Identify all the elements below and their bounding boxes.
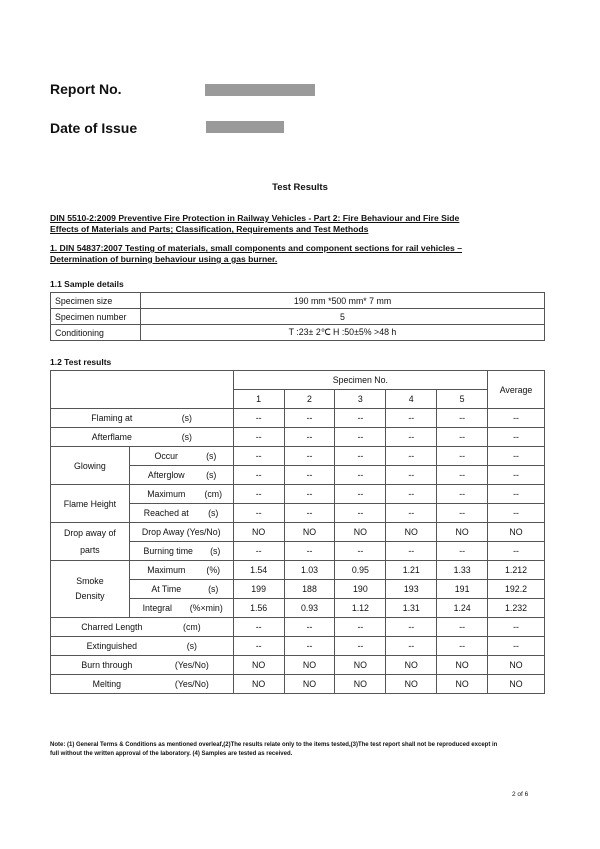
- header-blank: [51, 371, 234, 409]
- table-row: [51, 293, 545, 309]
- cell: NO: [386, 675, 437, 694]
- sample-label: Conditioning: [51, 325, 141, 341]
- cell: NO: [233, 523, 284, 542]
- cell: --: [437, 504, 488, 523]
- cell: --: [386, 466, 437, 485]
- cell: --: [233, 504, 284, 523]
- sample-value: T :23± 2℃ H :50±5% >48 h: [141, 325, 545, 341]
- specimen-number: 4: [386, 390, 437, 409]
- cell: 1.33: [437, 561, 488, 580]
- cell-average: 192.2: [488, 580, 545, 599]
- cell: 1.24: [437, 599, 488, 618]
- standard-title-line2: Effects of Materials and Parts; Classification, Requirements and Test Methods: [50, 224, 369, 234]
- cell: --: [233, 485, 284, 504]
- cell: --: [386, 447, 437, 466]
- cell: --: [284, 485, 335, 504]
- sample-value: 5: [141, 309, 545, 325]
- cell: --: [386, 504, 437, 523]
- table-header-row: [51, 371, 545, 390]
- cell: --: [386, 409, 437, 428]
- sub-label-maximum: [129, 561, 233, 580]
- cell: 1.21: [386, 561, 437, 580]
- cell: --: [335, 542, 386, 561]
- cell: --: [437, 637, 488, 656]
- cell: 191: [437, 580, 488, 599]
- cell: --: [335, 409, 386, 428]
- cell: NO: [437, 675, 488, 694]
- cell-average: --: [488, 542, 545, 561]
- cell: --: [335, 618, 386, 637]
- page-number: 2 of 6: [512, 791, 529, 798]
- cell: --: [386, 542, 437, 561]
- cell: NO: [284, 656, 335, 675]
- row-unit: (s): [181, 432, 192, 442]
- cell-average: --: [488, 618, 545, 637]
- row-unit: (s): [186, 641, 197, 651]
- table-row: [51, 325, 545, 341]
- row-unit: (%): [206, 565, 221, 575]
- table-row: [51, 523, 545, 542]
- test-results-heading: 1.2 Test results: [50, 357, 112, 367]
- row-unit: (cm): [204, 489, 223, 499]
- table-row: [51, 675, 545, 694]
- footer-note-line2: full without the written approval of the laboratory. (4) Samples are tested as received.: [50, 751, 293, 757]
- cell: --: [437, 466, 488, 485]
- sample-label: Specimen number: [51, 309, 141, 325]
- table-row: [51, 637, 545, 656]
- table-row: [51, 485, 545, 504]
- cell: NO: [335, 523, 386, 542]
- group-label-line2: Density: [75, 591, 105, 601]
- cell: --: [233, 466, 284, 485]
- cell: NO: [233, 656, 284, 675]
- table-row: [51, 428, 545, 447]
- sub-label-occur: [129, 447, 233, 466]
- table-row: [51, 409, 545, 428]
- cell: --: [233, 542, 284, 561]
- cell: --: [335, 428, 386, 447]
- row-unit: (s): [206, 470, 217, 480]
- date-of-issue-redacted: [206, 121, 284, 133]
- footer-note-line1: Note: (1) General Terms & Conditions as mentioned overleaf,(2)The results relate only to the items tested,(3)The test report shall not be reproduced except in: [50, 742, 498, 748]
- cell: --: [386, 637, 437, 656]
- cell-average: NO: [488, 675, 545, 694]
- group-label-drop-away: [51, 523, 130, 561]
- sub-label-drop-away: Drop Away (Yes/No): [129, 523, 233, 542]
- standard-sub-line2: Determination of burning behaviour using a gas burner.: [50, 254, 278, 264]
- cell: NO: [335, 656, 386, 675]
- cell: --: [335, 504, 386, 523]
- specimen-number: 2: [284, 390, 335, 409]
- row-name: Afterglow: [147, 470, 185, 480]
- group-label-glowing: Glowing: [51, 447, 130, 485]
- cell: 1.12: [335, 599, 386, 618]
- row-unit: (%×min): [189, 603, 223, 613]
- cell: --: [233, 428, 284, 447]
- standard-sub-line1: 1. DIN 54837:2007 Testing of materials, small components and component sections for rail vehicles –: [50, 243, 463, 253]
- row-label-extinguished: [51, 637, 234, 656]
- row-name: Extinguished: [86, 641, 138, 651]
- sub-label-integral: [129, 599, 233, 618]
- table-row: [51, 309, 545, 325]
- cell: 199: [233, 580, 284, 599]
- sub-label-at-time: [129, 580, 233, 599]
- sub-label-burning-time: [129, 542, 233, 561]
- specimen-number: 1: [233, 390, 284, 409]
- row-name: Burning time: [143, 546, 193, 556]
- cell: --: [335, 447, 386, 466]
- cell-average: --: [488, 409, 545, 428]
- row-name: Maximum: [147, 565, 186, 575]
- row-name: Burn through: [81, 660, 133, 670]
- cell: --: [284, 637, 335, 656]
- sub-label-maximum: [129, 485, 233, 504]
- cell: --: [233, 618, 284, 637]
- row-unit: (Yes/No): [174, 660, 209, 670]
- specimen-header: Specimen No.: [233, 371, 487, 390]
- table-row: [51, 656, 545, 675]
- cell-average: NO: [488, 656, 545, 675]
- cell: 1.31: [386, 599, 437, 618]
- cell: --: [284, 428, 335, 447]
- row-name: Afterflame: [91, 432, 132, 442]
- cell: --: [284, 466, 335, 485]
- cell: 193: [386, 580, 437, 599]
- cell: 188: [284, 580, 335, 599]
- row-label-flaming-at: [51, 409, 234, 428]
- group-label-smoke-density: [51, 561, 130, 618]
- cell: --: [284, 542, 335, 561]
- cell-average: 1.212: [488, 561, 545, 580]
- group-label-line1: Drop away of: [64, 527, 116, 538]
- cell: NO: [284, 675, 335, 694]
- date-of-issue-label: Date of Issue: [50, 120, 138, 136]
- row-unit: (s): [206, 451, 217, 461]
- cell: --: [233, 447, 284, 466]
- row-name: At Time: [151, 584, 182, 594]
- cell: 1.56: [233, 599, 284, 618]
- sample-details-table: [50, 292, 545, 341]
- sample-label: Specimen size: [51, 293, 141, 309]
- group-label-line2: parts: [80, 544, 100, 555]
- cell: --: [437, 428, 488, 447]
- cell: --: [284, 409, 335, 428]
- sub-label-reached-at: [129, 504, 233, 523]
- report-no-redacted: [205, 84, 315, 96]
- cell: --: [335, 466, 386, 485]
- cell: 0.93: [284, 599, 335, 618]
- row-name: Flaming at: [91, 413, 133, 423]
- cell: --: [437, 409, 488, 428]
- cell-average: --: [488, 485, 545, 504]
- cell: --: [386, 618, 437, 637]
- row-unit: (s): [208, 508, 219, 518]
- cell: NO: [386, 523, 437, 542]
- cell: NO: [437, 523, 488, 542]
- row-name: Charred Length: [81, 622, 143, 632]
- row-label-melting: [51, 675, 234, 694]
- table-row: [51, 447, 545, 466]
- cell: --: [437, 485, 488, 504]
- cell: --: [284, 618, 335, 637]
- sub-label-afterglow: [129, 466, 233, 485]
- cell-average: NO: [488, 523, 545, 542]
- row-unit: (cm): [183, 622, 201, 632]
- row-unit: (s): [210, 546, 221, 556]
- table-row: [51, 561, 545, 580]
- cell: --: [335, 485, 386, 504]
- cell: NO: [233, 675, 284, 694]
- cell: --: [437, 618, 488, 637]
- test-results-table: [50, 370, 545, 694]
- cell: 1.54: [233, 561, 284, 580]
- specimen-number: 3: [335, 390, 386, 409]
- row-name: Maximum: [147, 489, 186, 499]
- cell: 1.03: [284, 561, 335, 580]
- average-header: Average: [488, 371, 545, 409]
- table-row: [51, 618, 545, 637]
- group-label-flame-height: Flame Height: [51, 485, 130, 523]
- cell: --: [437, 447, 488, 466]
- standard-title-line1: DIN 5510-2:2009 Preventive Fire Protection in Railway Vehicles - Part 2: Fire Behaviour and Fire Side: [50, 213, 460, 223]
- row-name: Melting: [92, 679, 122, 689]
- row-label-burn-through: [51, 656, 234, 675]
- row-unit: (Yes/No): [174, 679, 209, 689]
- cell: --: [386, 428, 437, 447]
- cell-average: --: [488, 447, 545, 466]
- cell-average: --: [488, 428, 545, 447]
- cell: NO: [437, 656, 488, 675]
- row-unit: (s): [208, 584, 219, 594]
- cell: NO: [335, 675, 386, 694]
- cell: --: [233, 409, 284, 428]
- footer-note: [50, 741, 550, 759]
- cell: --: [284, 504, 335, 523]
- sample-value: 190 mm *500 mm* 7 mm: [141, 293, 545, 309]
- row-name: Integral: [142, 603, 172, 613]
- cell-average: --: [488, 466, 545, 485]
- sample-details-heading: 1.1 Sample details: [50, 279, 124, 289]
- cell: --: [233, 637, 284, 656]
- row-name: Occur: [154, 451, 178, 461]
- cell: 0.95: [335, 561, 386, 580]
- cell-average: --: [488, 504, 545, 523]
- group-label-line1: Smoke: [76, 576, 104, 586]
- page-title: Test Results: [272, 182, 328, 193]
- cell: 190: [335, 580, 386, 599]
- cell: --: [284, 447, 335, 466]
- row-name: Reached at: [143, 508, 189, 518]
- cell-average: --: [488, 637, 545, 656]
- cell: NO: [284, 523, 335, 542]
- specimen-number: 5: [437, 390, 488, 409]
- cell: NO: [386, 656, 437, 675]
- cell: --: [335, 637, 386, 656]
- report-no-label: Report No.: [50, 81, 122, 97]
- row-unit: (s): [181, 413, 192, 423]
- cell: --: [437, 542, 488, 561]
- cell-average: 1.232: [488, 599, 545, 618]
- row-label-charred-length: [51, 618, 234, 637]
- cell: --: [386, 485, 437, 504]
- row-label-afterflame: [51, 428, 234, 447]
